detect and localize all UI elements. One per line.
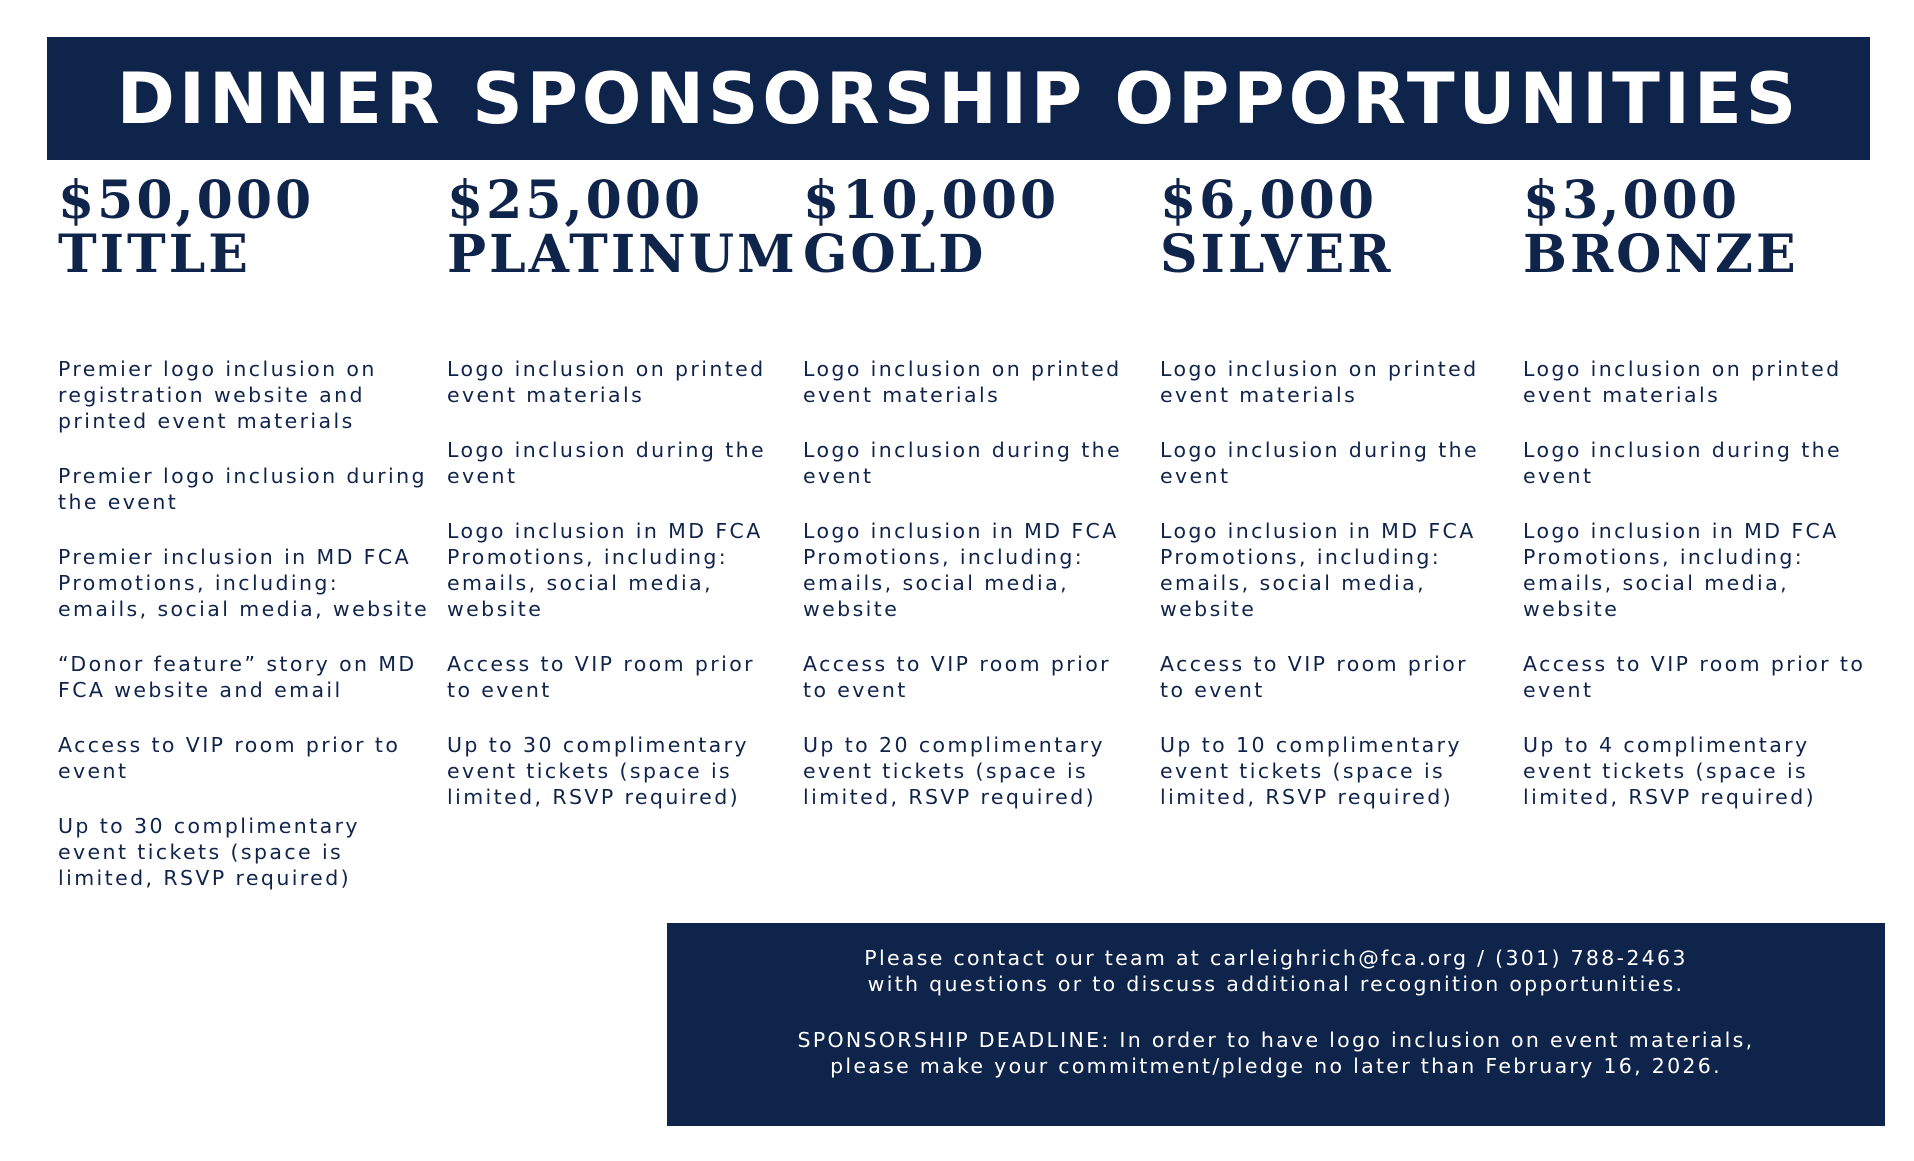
- benefit-item: Premier logo inclusion on registration website and printed event materials: [58, 357, 377, 433]
- tier-amount: $3,000: [1523, 170, 1741, 231]
- tier-bronze: [1523, 170, 1799, 285]
- benefit-item: Logo inclusion on printed event materials: [1523, 357, 1842, 407]
- benefit-item: Logo inclusion in MD FCA Promotions, including: emails, social media, website: [447, 519, 763, 621]
- tier-amount: $6,000: [1160, 170, 1378, 231]
- tier-amount: $25,000: [447, 170, 704, 231]
- tier-amount: $10,000: [803, 170, 1060, 231]
- sponsorship-deadline: [667, 997, 1885, 1079]
- benefit-item: Up to 20 complimentary event tickets (space is limited, RSVP required): [803, 733, 1105, 809]
- tier-platinum: [447, 170, 798, 285]
- contact-info: [667, 923, 1885, 997]
- benefit-item: Logo inclusion during the event: [803, 438, 1123, 488]
- benefit-item: Logo inclusion in MD FCA Promotions, including: emails, social media, website: [1523, 519, 1839, 621]
- benefit-item: Access to VIP room prior to event: [1523, 652, 1866, 702]
- contact-line: with questions or to discuss additional recognition opportunities.: [867, 972, 1685, 996]
- benefit-item: Premier inclusion in MD FCA Promotions, including: emails, social media, website: [58, 545, 430, 621]
- tier-gold: [803, 170, 1060, 285]
- tier-silver-benefits: [1160, 356, 1500, 839]
- benefit-item: Logo inclusion in MD FCA Promotions, including: emails, social media, website: [1160, 519, 1476, 621]
- tier-silver: [1160, 170, 1394, 285]
- deadline-line: SPONSORSHIP DEADLINE: In order to have logo inclusion on event materials,: [797, 1028, 1755, 1052]
- tier-name: SILVER: [1160, 224, 1394, 285]
- deadline-line: please make your commitment/pledge no later than February 16, 2026.: [830, 1054, 1722, 1078]
- tier-name: TITLE: [58, 224, 251, 285]
- tier-name: GOLD: [803, 224, 987, 285]
- contact-line: Please contact our team at carleighrich@fca.org / (301) 788-2463: [864, 946, 1688, 970]
- page-title: DINNER SPONSORSHIP OPPORTUNITIES: [116, 57, 1801, 140]
- title-banner: [47, 37, 1870, 160]
- benefit-item: Up to 10 complimentary event tickets (space is limited, RSVP required): [1160, 733, 1462, 809]
- tier-name: BRONZE: [1523, 224, 1799, 285]
- benefit-item: Logo inclusion during the event: [1160, 438, 1480, 488]
- benefit-item: Logo inclusion on printed event materials: [1160, 357, 1479, 407]
- benefit-item: Up to 30 complimentary event tickets (space is limited, RSVP required): [58, 814, 360, 890]
- benefit-item: Logo inclusion in MD FCA Promotions, including: emails, social media, website: [803, 519, 1119, 621]
- tier-amount: $50,000: [58, 170, 315, 231]
- benefit-item: “Donor feature” story on MD FCA website and email: [58, 652, 417, 702]
- benefit-item: Up to 30 complimentary event tickets (space is limited, RSVP required): [447, 733, 749, 809]
- benefit-item: Logo inclusion during the event: [1523, 438, 1843, 488]
- benefit-item: Logo inclusion during the event: [447, 438, 767, 488]
- benefit-item: Logo inclusion on printed event materials: [447, 357, 766, 407]
- tier-name: PLATINUM: [447, 224, 798, 285]
- contact-box: [667, 923, 1885, 1126]
- tier-title-benefits: [58, 356, 430, 920]
- benefit-item: Up to 4 complimentary event tickets (space is limited, RSVP required): [1523, 733, 1817, 809]
- tier-bronze-benefits: [1523, 356, 1878, 839]
- tier-platinum-benefits: [447, 356, 787, 839]
- benefit-item: Access to VIP room prior to event: [447, 652, 755, 702]
- tier-title: [58, 170, 315, 285]
- benefit-item: Premier logo inclusion during the event: [58, 464, 427, 514]
- benefit-item: Access to VIP room prior to event: [58, 733, 401, 783]
- tier-gold-benefits: [803, 356, 1143, 839]
- benefit-item: Access to VIP room prior to event: [803, 652, 1111, 702]
- benefit-item: Access to VIP room prior to event: [1160, 652, 1468, 702]
- benefit-item: Logo inclusion on printed event materials: [803, 357, 1122, 407]
